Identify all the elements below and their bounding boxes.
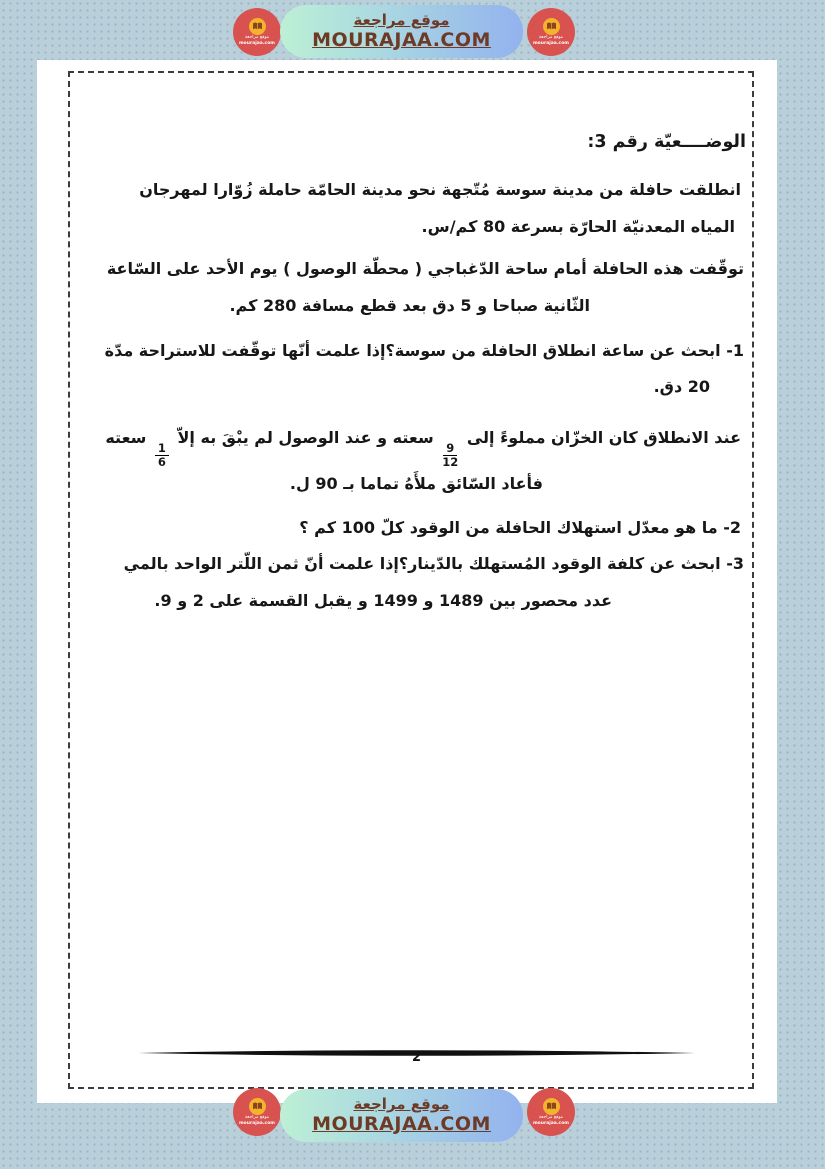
site-domain-link[interactable]: MOURAJAA.COM — [312, 29, 491, 52]
open-book-icon — [543, 18, 560, 35]
question-3-line-1: 3- ابحث عن كلفة الوقود المُستهلك بالدّينار؟إذا علمت أنّ ثمن اللّتر الواحد بالمي — [123, 554, 744, 573]
mourajaa-logo — [233, 1088, 281, 1136]
site-banner-pill — [280, 1089, 523, 1142]
fraction-1-6: $\frac{1}{6}$ — [155, 442, 169, 469]
open-book-icon — [249, 18, 266, 35]
logo-text-ar: موقع مراجعة — [538, 35, 564, 40]
mourajaa-logo — [527, 1088, 575, 1136]
logo-text-domain: mourajaa.com — [238, 40, 275, 46]
tank-text-before: عند الانطلاق كان الخزّان مملوءً إلى — [466, 428, 741, 447]
question-1-line-2: 20 دق. — [653, 377, 710, 396]
stop-line-1: توقّفت هذه الحافلة أمام ساحة الدّغباجي ( محطّة الوصول ) يوم الأحد على السّاعة — [106, 259, 744, 278]
site-name-arabic-link[interactable]: موقع مراجعة — [353, 10, 450, 29]
logo-text-domain: mourajaa.com — [532, 1120, 569, 1126]
open-book-icon — [249, 1098, 266, 1115]
logo-text-ar: موقع مراجعة — [538, 1115, 564, 1120]
mourajaa-logo — [233, 8, 281, 56]
bottom-banner — [0, 1084, 825, 1144]
tank-text-between: سعته و عند الوصول لم يبْقَ به إلاّ — [177, 428, 434, 447]
intro-line-2: المياه المعدنيّة الحارّة بسرعة 80 كم/س. — [421, 217, 735, 236]
open-book-icon — [543, 1098, 560, 1115]
tank-line-1 — [105, 428, 741, 469]
logo-text-ar: موقع مراجعة — [244, 1115, 270, 1120]
site-banner-pill — [280, 5, 523, 58]
site-domain-link[interactable]: MOURAJAA.COM — [312, 1113, 491, 1136]
top-banner — [0, 0, 825, 60]
logo-text-domain: mourajaa.com — [238, 1120, 275, 1126]
footer-tapered-rule — [138, 1042, 695, 1050]
tank-text-after: سعته — [105, 428, 147, 447]
mourajaa-logo — [527, 8, 575, 56]
fraction-9-12: $\frac{9}{12}$ — [442, 441, 459, 470]
intro-line-1: انطلقت حافلة من مدينة سوسة مُتّجهة نحو مدينة الحامّة حاملة زُوّارا لمهرجان — [139, 180, 741, 199]
page-number: 2 — [411, 1050, 422, 1065]
problem-title: الوضــــعيّة رقم 3: — [587, 132, 746, 152]
scanned-document-page — [37, 60, 777, 1103]
site-name-arabic-link[interactable]: موقع مراجعة — [353, 1094, 450, 1113]
logo-text-ar: موقع مراجعة — [244, 35, 270, 40]
question-2: 2- ما هو معدّل استهلاك الحافلة من الوقود كلّ 100 كم ؟ — [299, 518, 741, 537]
stop-line-2: الثّانية صباحا و 5 دق بعد قطع مسافة 280 كم. — [229, 296, 590, 315]
question-3-line-2: عدد محصور بين 1489 و 1499 و يقبل القسمة على 2 و 9. — [154, 591, 612, 610]
tank-line-2: فأعاد السّائق ملأَهُ تماما بـ 90 ل. — [289, 474, 543, 493]
logo-text-domain: mourajaa.com — [532, 40, 569, 46]
question-1-line-1: 1- ابحث عن ساعة انطلاق الحافلة من سوسة؟إذا علمت أنّها توقّفت للاستراحة مدّة — [104, 341, 744, 360]
